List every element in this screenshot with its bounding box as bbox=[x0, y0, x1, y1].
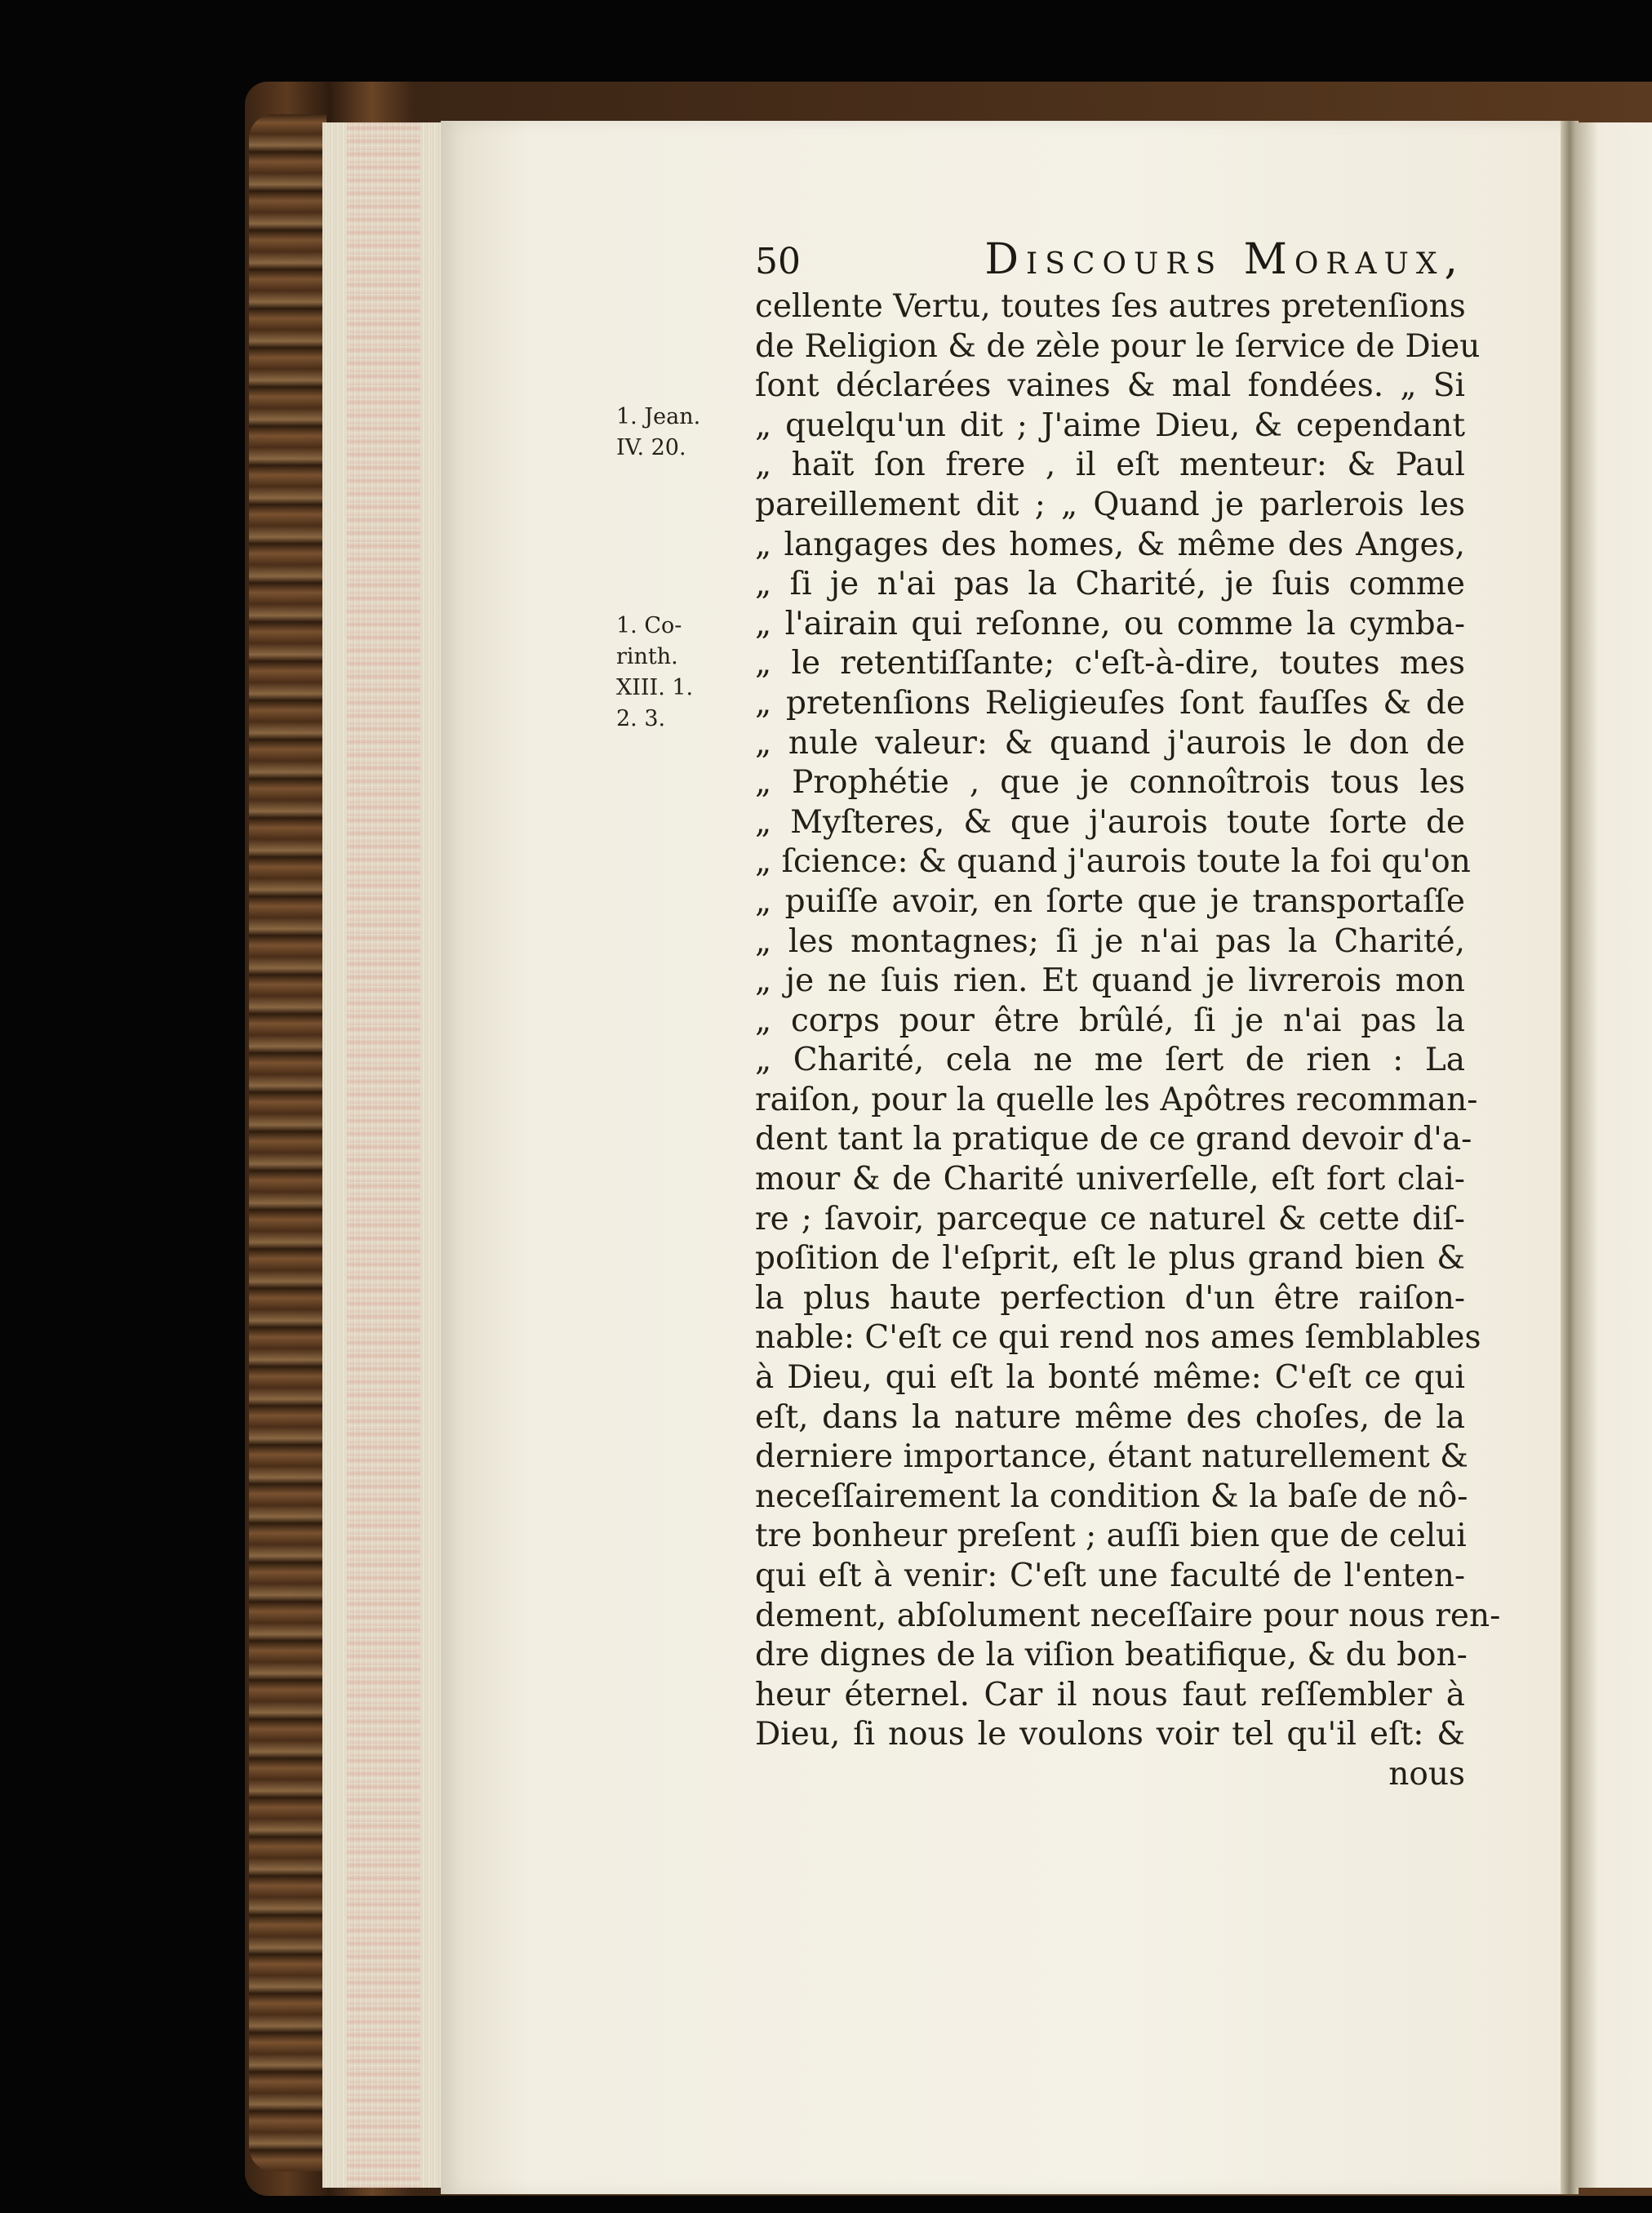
text-line: „ puiſſe avoir, en ſorte que je transportaſſe bbox=[755, 882, 1465, 920]
text-line: „ corps pour être brûlé, ſi je n'ai pas la bbox=[755, 1002, 1465, 1039]
text-line: derniere importance, étant naturellement & bbox=[755, 1438, 1468, 1476]
text-line: nous bbox=[1388, 1755, 1465, 1793]
text-line: „ Charité, cela ne me ſert de rien : La bbox=[755, 1042, 1465, 1079]
text-line: qui eſt à venir: C'eſt une faculté de l'enten- bbox=[755, 1558, 1465, 1594]
text-line: „ quelqu'un dit ; J'aime Dieu, & cependant bbox=[755, 407, 1465, 444]
text-line: „ ſcience: & quand j'aurois toute la foi qu'on bbox=[755, 843, 1471, 881]
margin-note-line: IV. 20. bbox=[616, 435, 686, 460]
text-line: tre bonheur preſent ; auſſi bien que de celui bbox=[755, 1518, 1467, 1555]
text-line: poſition de l'eſprit, eſt le plus grand bien & bbox=[755, 1240, 1465, 1278]
text-line: re ; ſavoir, parceque ce naturel & cette diſ- bbox=[755, 1200, 1465, 1238]
text-line: nable: C'eſt ce qui rend nos ames ſemblables bbox=[755, 1319, 1481, 1357]
text-line: mour & de Charité univerſelle, eſt fort clai- bbox=[755, 1161, 1465, 1198]
text-line: de Religion & de zèle pour le ſervice de Dieu bbox=[755, 327, 1481, 365]
margin-note bbox=[616, 402, 700, 464]
text-line: „ je ne ſuis rien. Et quand je livrerois mon bbox=[755, 962, 1465, 1000]
running-header bbox=[755, 235, 1465, 284]
text-line: „ langages des homes, & même des Anges, bbox=[755, 526, 1465, 563]
text-line: „ le retentiſſante; c'eſt-à-dire, toutes mes bbox=[755, 645, 1465, 682]
facing-page bbox=[1575, 122, 1652, 2188]
margin-note-line: 1. Jean. bbox=[616, 404, 701, 429]
text-line: „ Prophétie , que je connoîtrois tous les bbox=[755, 764, 1465, 802]
text-line: Dieu, ſi nous le voulons voir tel qu'il eſt: & bbox=[755, 1716, 1465, 1753]
margin-note bbox=[616, 611, 693, 735]
text-line: la plus haute perfection d'un être raiſon- bbox=[755, 1279, 1465, 1317]
text-line: ſont déclarées vaines & mal fondées. „ Si bbox=[755, 367, 1465, 405]
text-line: „ pretenſions Religieuſes ſont fauſſes & de bbox=[755, 684, 1465, 722]
text-line: neceſſairement la condition & la baſe de nô- bbox=[755, 1478, 1468, 1515]
text-line: à Dieu, qui eſt la bonté même: C'eſt ce qui bbox=[755, 1359, 1465, 1397]
text-line: dre dignes de la viſion beatifique, & du bon- bbox=[755, 1637, 1468, 1674]
text-line: pareillement dit ; „ Quand je parlerois les bbox=[755, 486, 1465, 523]
text-line: cellente Vertu, toutes ſes autres pretenſions bbox=[755, 288, 1466, 325]
text-line: „ haït ſon frere , il eſt menteur: & Paul bbox=[755, 447, 1465, 484]
running-title: Discours Moraux, bbox=[984, 235, 1465, 284]
text-line: dent tant la pratique de ce grand devoir d'a- bbox=[755, 1121, 1472, 1158]
margin-note-line: 1. Co- bbox=[616, 613, 682, 638]
text-line: „ l'airain qui reſonne, ou comme la cymba- bbox=[755, 605, 1465, 642]
margin-note-line: rinth. bbox=[616, 644, 678, 669]
book-spine bbox=[249, 114, 326, 2171]
text-line: heur éternel. Car il nous faut reſſembler à bbox=[755, 1676, 1465, 1713]
page-body-text bbox=[755, 287, 1501, 1795]
text-line: „ ſi je n'ai pas la Charité, je ſuis comme bbox=[755, 566, 1465, 603]
text-line: dement, abſolument neceſſaire pour nous ren- bbox=[755, 1597, 1501, 1634]
page-edges bbox=[322, 122, 445, 2188]
page-number: 50 bbox=[755, 241, 801, 282]
margin-note-line: 2. 3. bbox=[616, 706, 666, 731]
text-line: „ Myſteres, & que j'aurois toute ſorte de bbox=[755, 803, 1465, 841]
text-line: „ nule valeur: & quand j'aurois le don de bbox=[755, 724, 1465, 762]
text-line: „ les montagnes; ſi je n'ai pas la Charité, bbox=[755, 922, 1465, 960]
text-line: raiſon, pour la quelle les Apôtres recomman- bbox=[755, 1081, 1478, 1118]
margin-note-line: XIII. 1. bbox=[616, 675, 694, 700]
text-line: eſt, dans la nature même des choſes, de la bbox=[755, 1398, 1465, 1436]
